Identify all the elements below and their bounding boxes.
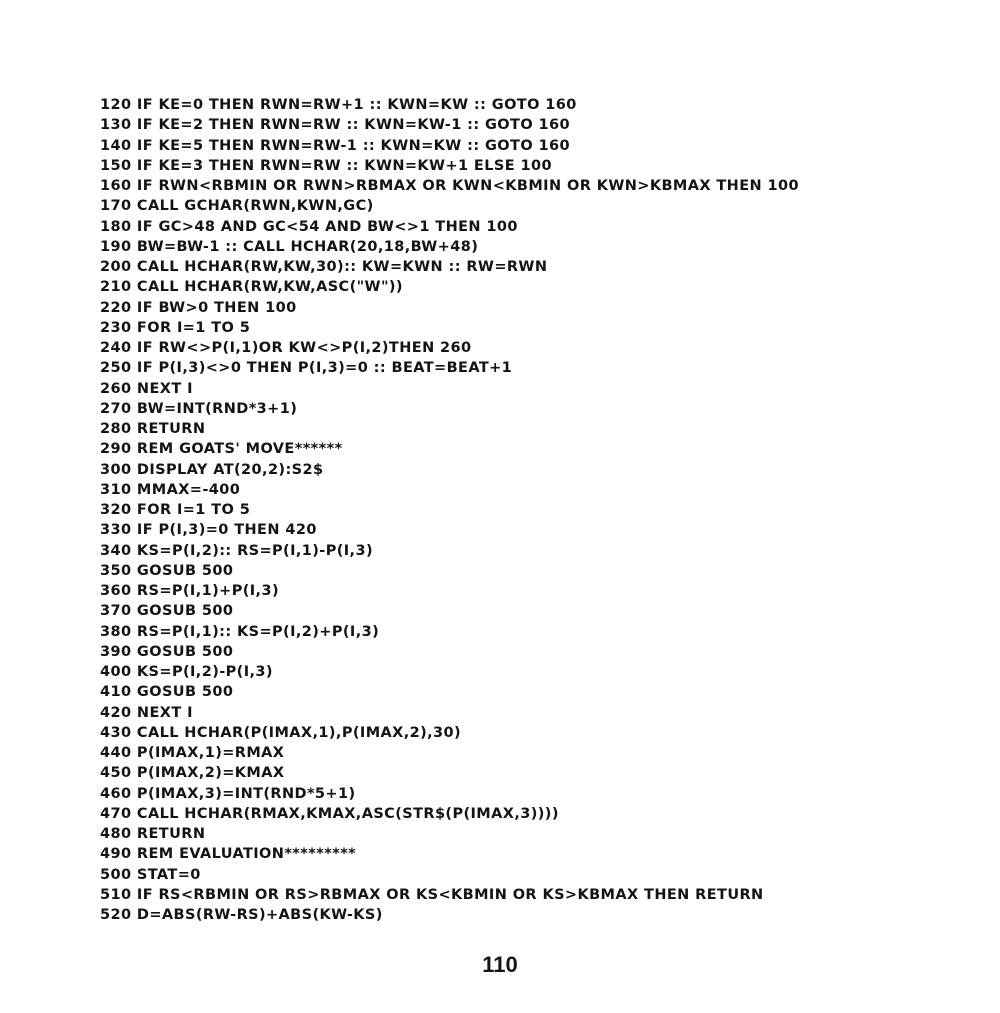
code-line: 360 RS=P(I,1)+P(I,3) (100, 583, 279, 599)
code-line: 160 IF RWN<RBMIN OR RWN>RBMAX OR KWN<KBMIN OR KWN>KBMAX THEN 100 (100, 178, 799, 194)
code-line: 330 IF P(I,3)=0 THEN 420 (100, 522, 317, 539)
page-number: 110 (482, 952, 518, 977)
code-line: 180 IF GC>48 AND GC<54 AND BW<>1 THEN 100 (100, 218, 518, 235)
code-line: 150 IF KE=3 THEN RWN=RW :: KWN=KW+1 ELSE 100 (100, 157, 552, 174)
code-line: 300 DISPLAY AT(20,2):S2$ (100, 461, 324, 478)
code-line: 170 CALL GCHAR(RWN,KWN,GC) (100, 198, 374, 215)
code-line: 480 RETURN (100, 826, 206, 842)
code-line: 320 FOR I=1 TO 5 (100, 502, 251, 518)
code-line: 280 RETURN (100, 421, 206, 437)
code-line: 420 NEXT I (100, 704, 193, 721)
code-line: 260 NEXT I (100, 380, 193, 397)
code-line: 470 CALL HCHAR(RMAX,KMAX,ASC(STR$(P(IMAX,3)))) (100, 805, 559, 822)
code-line: 220 IF BW>0 THEN 100 (100, 299, 297, 316)
code-line: 340 KS=P(I,2):: RS=P(I,1)-P(I,3) (100, 542, 373, 559)
code-line: 130 IF KE=2 THEN RWN=RW :: KWN=KW-1 :: GOTO 160 (100, 117, 570, 134)
code-line: 240 IF RW<>P(I,1)OR KW<>P(I,2)THEN 260 (100, 340, 472, 356)
code-line: 370 GOSUB 500 (100, 603, 234, 620)
code-line: 290 REM GOATS' MOVE****** (100, 441, 343, 458)
program-listing (100, 95, 799, 925)
code-line: 410 GOSUB 500 (100, 684, 234, 701)
code-line: 200 CALL HCHAR(RW,KW,30):: KW=KWN :: RW=RWN (100, 259, 548, 275)
code-line: 520 D=ABS(RW-RS)+ABS(KW-KS) (100, 907, 383, 923)
code-line: 230 FOR I=1 TO 5 (100, 319, 251, 336)
code-line: 250 IF P(I,3)<>0 THEN P(I,3)=0 :: BEAT=BEAT+1 (100, 360, 513, 377)
code-line: 310 MMAX=-400 (100, 481, 241, 498)
code-line: 400 KS=P(I,2)-P(I,3) (100, 664, 273, 680)
code-line: 500 STAT=0 (100, 866, 201, 883)
code-line: 140 IF KE=5 THEN RWN=RW-1 :: KWN=KW :: GOTO 160 (100, 137, 570, 154)
code-line: 270 BW=INT(RND*3+1) (100, 400, 298, 417)
code-line: 510 IF RS<RBMIN OR RS>RBMAX OR KS<KBMIN OR KS>KBMAX THEN RETURN (100, 886, 764, 903)
code-line: 440 P(IMAX,1)=RMAX (100, 745, 285, 761)
code-line: 460 P(IMAX,3)=INT(RND*5+1) (100, 785, 356, 802)
code-line: 450 P(IMAX,2)=KMAX (100, 765, 285, 782)
code-line: 490 REM EVALUATION********* (100, 846, 357, 863)
code-line: 120 IF KE=0 THEN RWN=RW+1 :: KWN=KW :: GOTO 160 (100, 97, 577, 113)
code-line: 430 CALL HCHAR(P(IMAX,1),P(IMAX,2),30) (100, 724, 462, 741)
code-line: 350 GOSUB 500 (100, 562, 234, 579)
code-line: 190 BW=BW-1 :: CALL HCHAR(20,18,BW+48) (100, 238, 479, 255)
code-line: 390 GOSUB 500 (100, 643, 234, 660)
code-line: 380 RS=P(I,1):: KS=P(I,2)+P(I,3) (100, 623, 380, 640)
code-line: 210 CALL HCHAR(RW,KW,ASC("W")) (100, 279, 403, 296)
